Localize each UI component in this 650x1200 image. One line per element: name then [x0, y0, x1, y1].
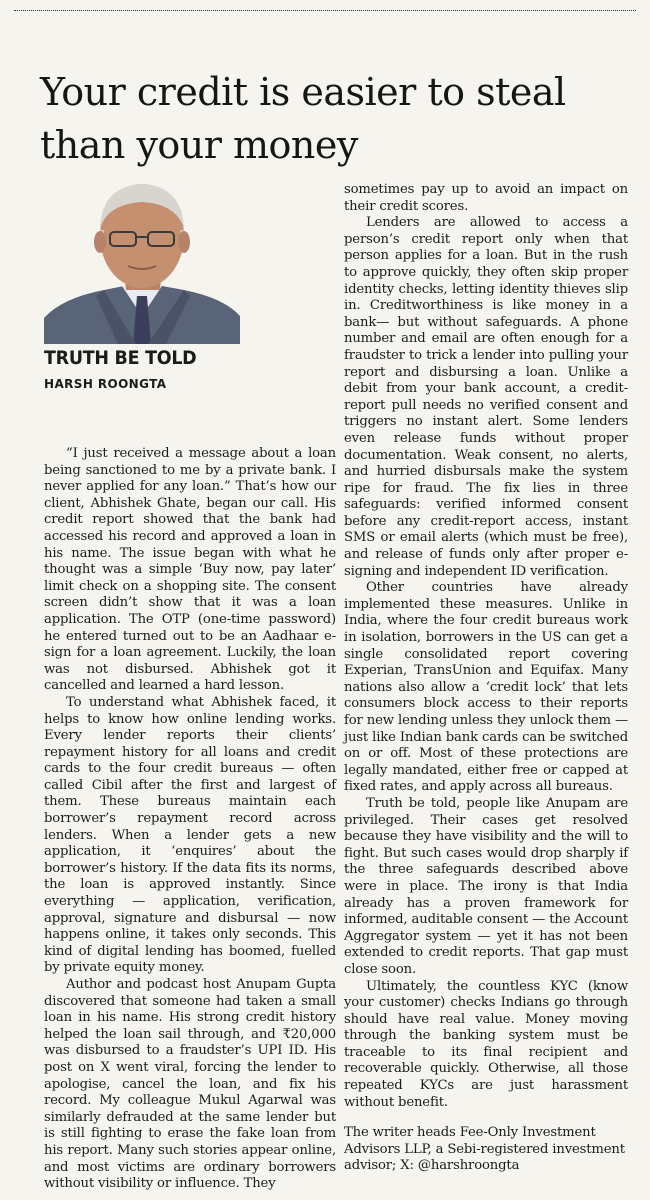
paragraph: “I just received a message about a loan being sanctioned to me by a private bank. I never applied for any loan.” That’s how our client, Abhishek Ghate, began our call. His credit report showed that the bank had accessed his record and approved a loan in his name. The issue began with what he thought was a simple ‘Buy now, pay later’ limit check on a shopping site. The consent screen didn’t show that it was a loan application. The OTP (one-time password) he entered turned out to be an Aadhaar e-sign for a loan agreement. Luckily, the loan was not disbursed. Abhishek got it cancelled and learned a hard lesson. — [44, 446, 336, 694]
paragraph: To understand what Abhishek faced, it helps to know how online lending works. Every lender reports their clients’ repayment history for all loans and credit cards to the four credit bureaus — often called Cibil after the first and largest of them. These bureaus maintain each borrower’s repayment record across lenders. When a lender gets a new application, it ‘enquires’ about the borrower’s history. If the data fits its norms, the loan is approved instantly. Since everything — application, verification, approval, signature and disbursal — now happens online, it takes only seconds. This kind of digital lending has boomed, fuelled by private equity money. — [44, 694, 336, 976]
right-column — [344, 182, 628, 1175]
paragraph: Truth be told, people like Anupam are privileged. Their cases get resolved because they have visibility and the will to fight. But such cases would drop sharply if the three safeguards described above were in place. The irony is that India already has a proven framework for informed, auditable consent — the Account Aggregator system — yet it has not been extended to credit reports. That gap must close soon. — [344, 795, 628, 977]
paragraph: Author and podcast host Anupam Gupta discovered that someone had taken a small loan in his name. His strong credit history helped the loan sail through, and ₹20,000 was disbursed to a fraudster’s UPI ID. His post on X went viral, forcing the lender to apologise, cancel the loan, and fix his record. My colleague Mukul Agarwal was similarly defrauded at the same lender but is still fighting to erase the fake loan from his report. Many such stories appear online, and most victims are ordinary borrowers without visibility or influence. They — [44, 977, 336, 1192]
paragraph: Other countries have already implemented these measures. Unlike in India, where the four credit bureaus work in isolation, borrowers in the US can get a single consolidated report covering Experian, TransUnion and Equifax. Many nations also allow a ‘credit lock’ that lets consumers block access to their reports for new lending unless they unlock them — just like Indian bank cards can be switched on or off. Most of these protections are legally mandated, either free or capped at fixed rates, and apply across all bureaus. — [344, 580, 628, 795]
top-dotted-rule — [14, 10, 636, 11]
paragraph: sometimes pay up to avoid an impact on their credit scores. — [344, 182, 628, 214]
author-bio: The writer heads Fee-Only Investment Advisors LLP, a Sebi-registered investment advisor; X: @harshroongta — [344, 1125, 625, 1174]
left-column — [44, 446, 336, 1193]
paragraph: Ultimately, the countless KYC (know your customer) checks Indians go through should have real value. Money moving through the banking system must be traceable to its final recipient and recoverable quickly. Otherwise, all those repeated KYCs are just harassment without benefit. — [344, 978, 628, 1110]
headline-line-1: Your credit is easier to steal — [40, 70, 566, 114]
column-title: TRUTH BE TOLD — [44, 347, 197, 369]
author-name: HARSH ROONGTA — [44, 377, 167, 391]
paragraph: Lenders are allowed to access a person’s credit report only when that person applies for a loan. But in the rush to approve quickly, they often skip proper identity checks, letting identity thieves slip in. Creditworthiness is like money in a bank— but without safeguards. A phone number and email are often enough for a fraudster to trick a lender into pulling your report and disbursing a loan. Unlike a debit from your bank account, a credit-report pull needs no verified consent and triggers no instant alert. Some lenders even release funds without proper documentation. Weak consent, no alerts, and hurried disbursals make the system ripe for fraud. The fix lies in three safeguards: verified informed consent before any credit-report access, instant SMS or email alerts (which must be free), and release of funds only after proper e-signing and independent ID verification. — [344, 215, 628, 579]
author-portrait — [44, 178, 240, 344]
headline-line-2: than your money — [40, 123, 358, 167]
headline — [40, 66, 640, 172]
